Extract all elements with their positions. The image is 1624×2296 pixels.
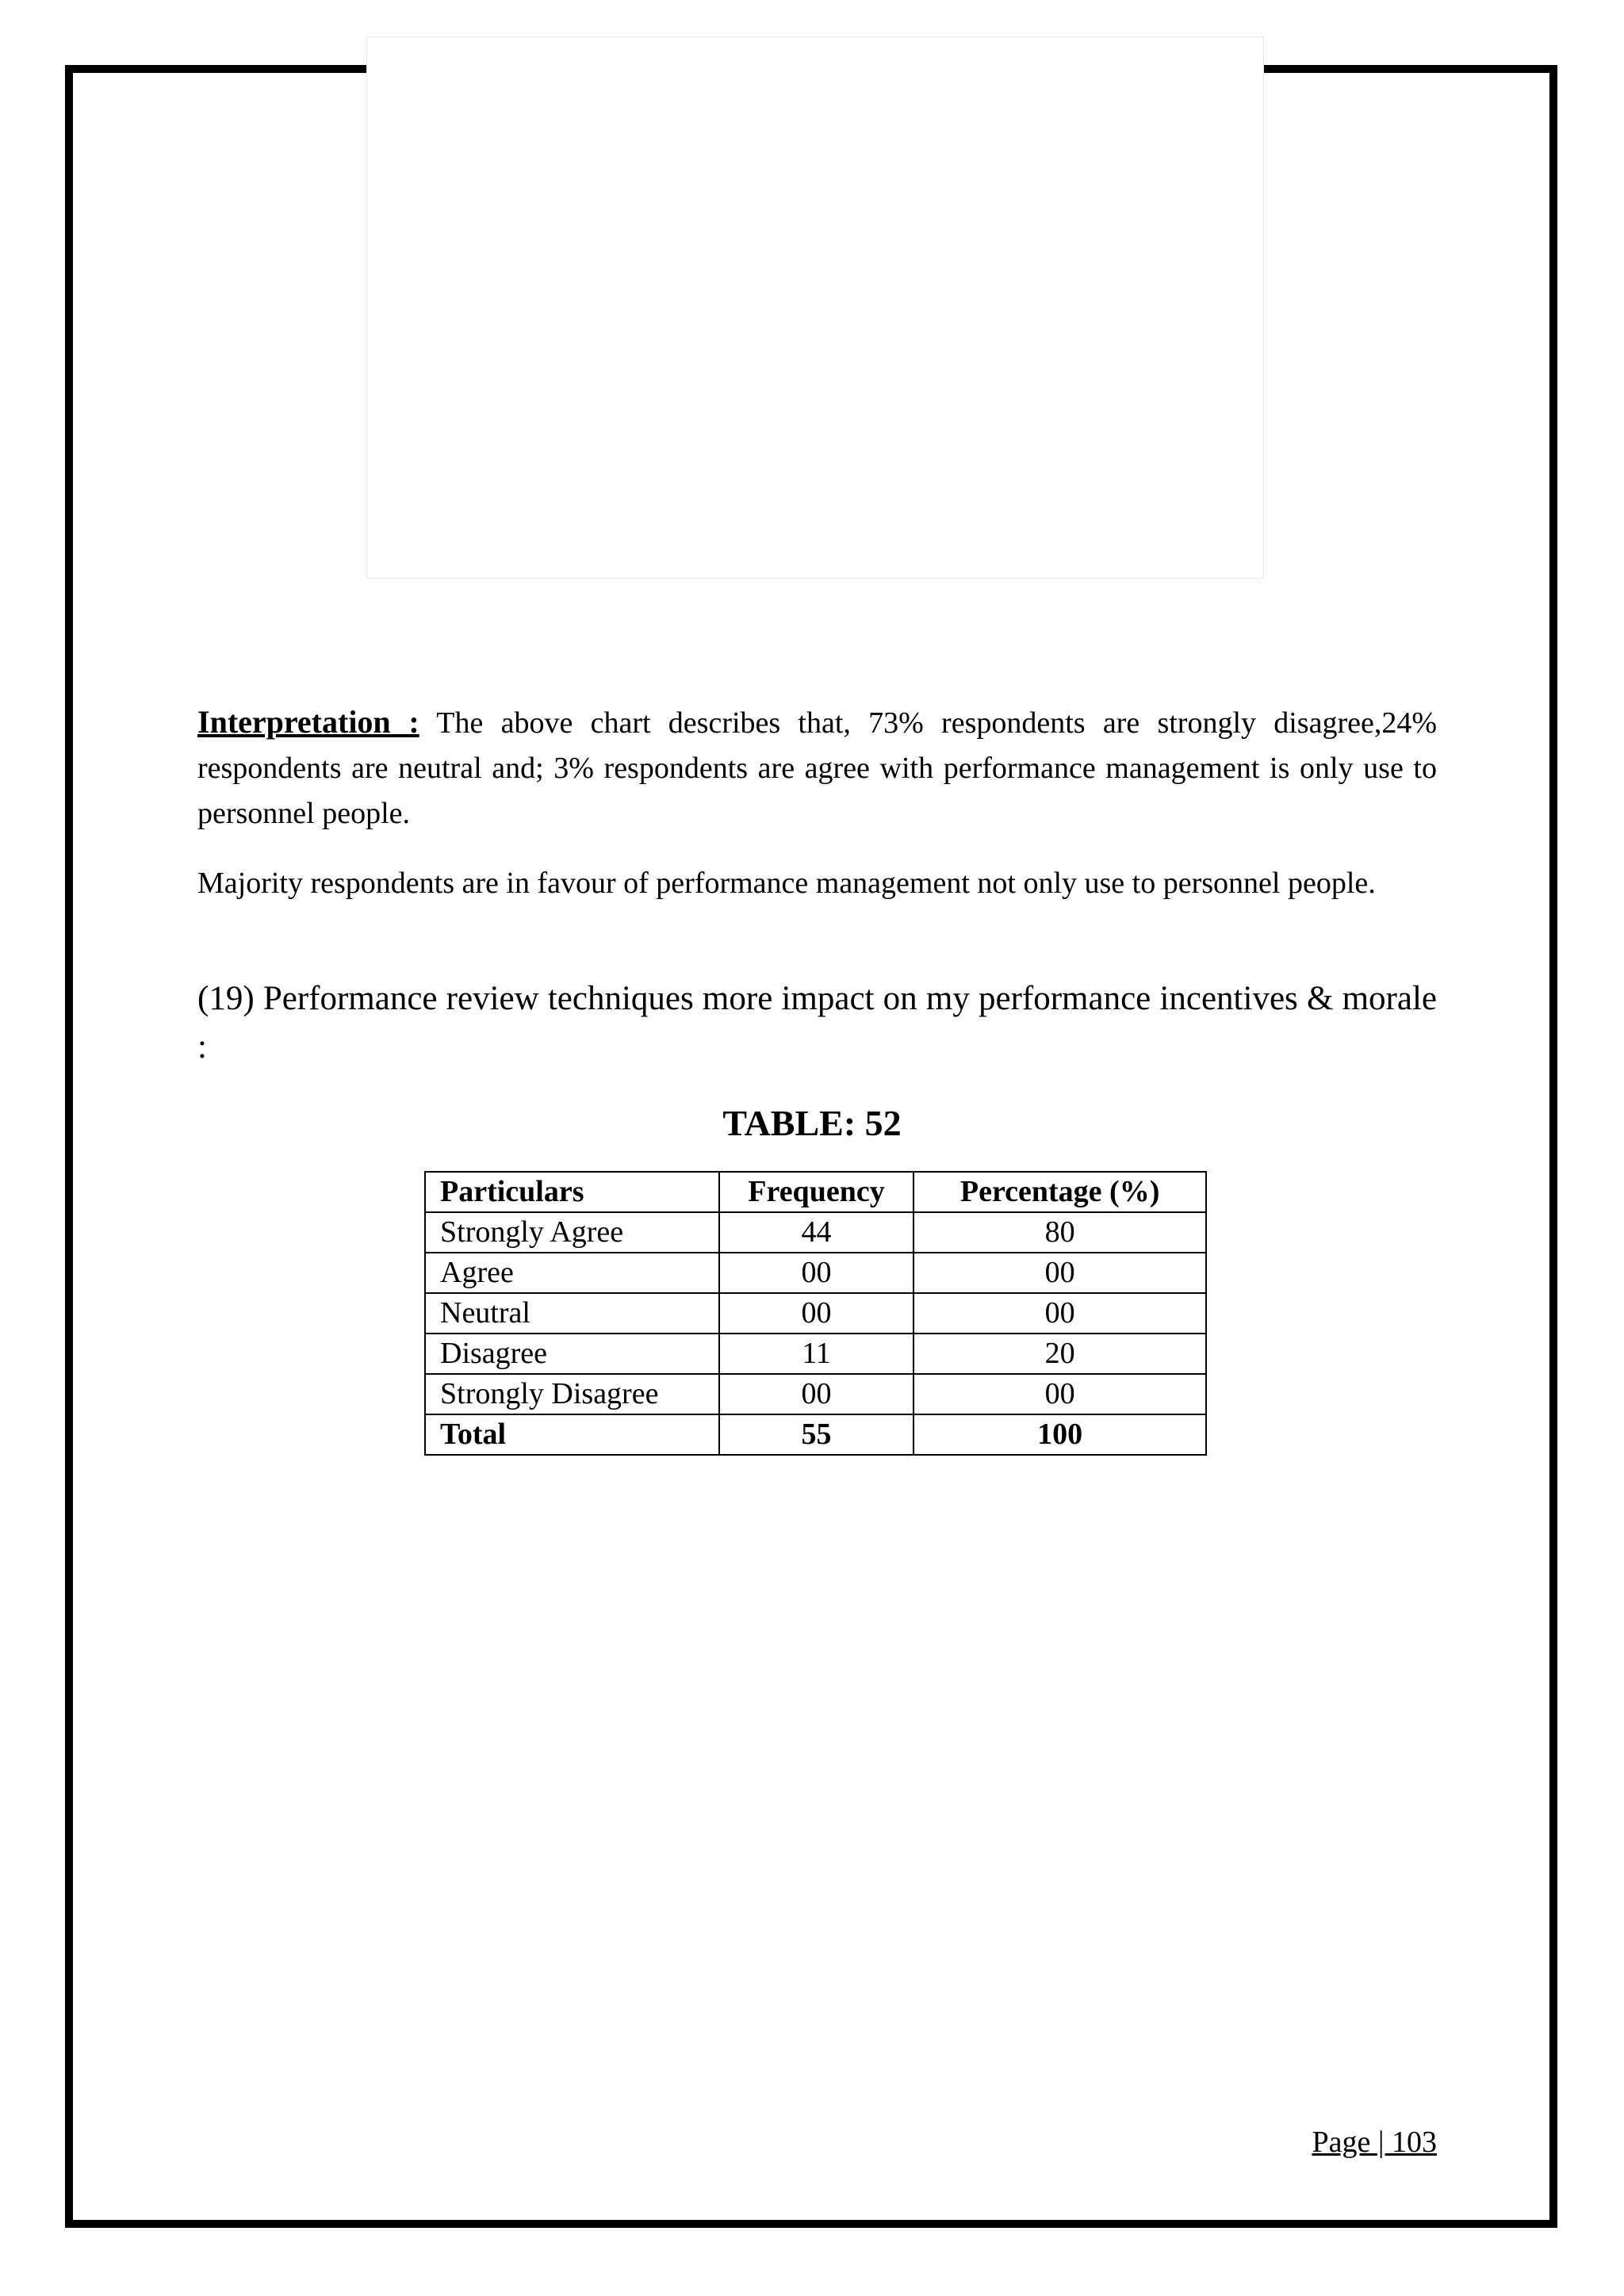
cell-percentage: 00 bbox=[914, 1253, 1206, 1293]
cell-frequency: 44 bbox=[719, 1212, 914, 1253]
cell-frequency: 00 bbox=[719, 1374, 914, 1414]
table-row bbox=[425, 1374, 1206, 1414]
table-row bbox=[425, 1253, 1206, 1293]
chart-image-placeholder bbox=[366, 36, 1264, 579]
data-table bbox=[424, 1171, 1207, 1456]
cell-particular: Strongly Agree bbox=[425, 1212, 719, 1253]
table-row bbox=[425, 1293, 1206, 1334]
cell-percentage: 00 bbox=[914, 1374, 1206, 1414]
cell-percentage: 00 bbox=[914, 1293, 1206, 1334]
cell-frequency: 00 bbox=[719, 1293, 914, 1334]
question-text: (19) Performance review techniques more impact on my performance incentives & morale : bbox=[197, 980, 1437, 1066]
interpretation-text: The above chart describes that, 73% respondents are strongly disagree,24% respondents are neutral and; 3% respondents are agree with performance management is only use to personnel people. bbox=[197, 706, 1438, 830]
interpretation-paragraph bbox=[197, 699, 1437, 836]
cell-frequency: 11 bbox=[719, 1334, 914, 1374]
table-header-row bbox=[425, 1172, 1206, 1212]
question-paragraph bbox=[197, 974, 1437, 1071]
cell-percentage: 80 bbox=[914, 1212, 1206, 1253]
page-number: Page | 103 bbox=[1312, 2126, 1437, 2159]
cell-particular: Neutral bbox=[425, 1293, 719, 1334]
cell-percentage: 20 bbox=[914, 1334, 1206, 1374]
cell-particular: Agree bbox=[425, 1253, 719, 1293]
table-total-row bbox=[425, 1414, 1206, 1455]
cell-frequency: 00 bbox=[719, 1253, 914, 1293]
table-row bbox=[425, 1212, 1206, 1253]
cell-particular: Disagree bbox=[425, 1334, 719, 1374]
interpretation-label: Interpretation : bbox=[197, 704, 419, 740]
header-particulars: Particulars bbox=[425, 1172, 719, 1212]
total-frequency: 55 bbox=[719, 1414, 914, 1455]
majority-text: Majority respondents are in favour of performance management not only use to personnel people. bbox=[197, 867, 1376, 900]
table-title: TABLE: 52 bbox=[722, 1103, 902, 1143]
header-frequency: Frequency bbox=[719, 1172, 914, 1212]
total-percentage: 100 bbox=[914, 1414, 1206, 1455]
table-row bbox=[425, 1334, 1206, 1374]
header-percentage: Percentage (%) bbox=[914, 1172, 1206, 1212]
cell-particular: Strongly Disagree bbox=[425, 1374, 719, 1414]
total-label: Total bbox=[425, 1414, 719, 1455]
majority-paragraph bbox=[197, 861, 1437, 906]
